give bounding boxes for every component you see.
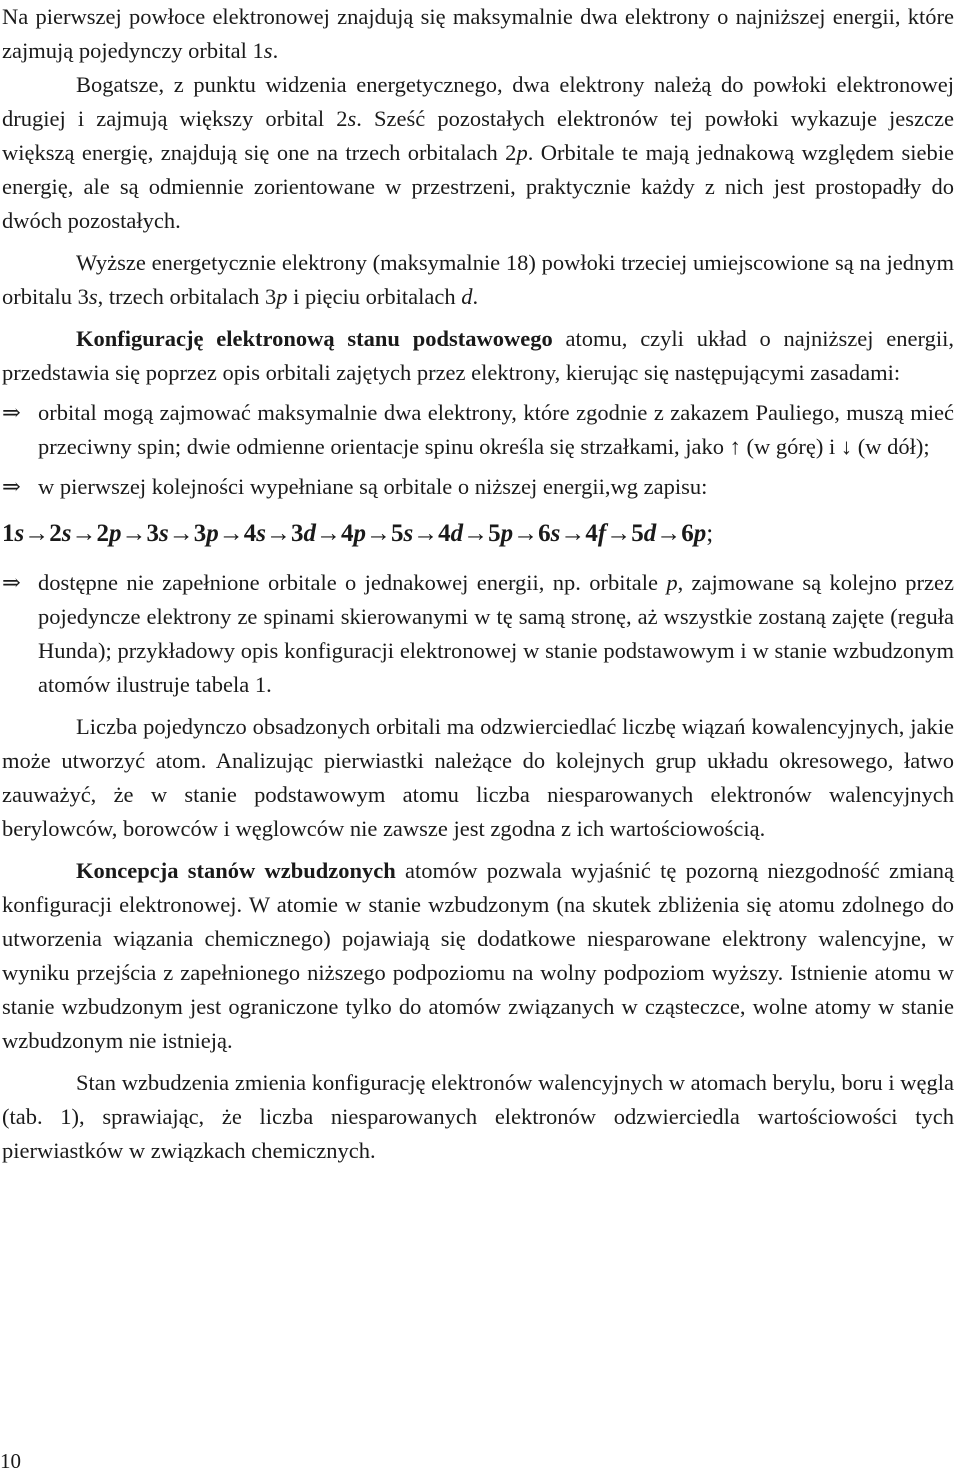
implies-arrow-icon: ⇒ [2,400,21,425]
sequence-arrow-icon: → [24,520,50,547]
paragraph-second-shell: Bogatsze, z punktu widzenia energetycznego, dwa elektrony należą do powłoki elektronowej drugiej i zajmują większy orbital 2s. Sześć pozostałych elektronów tej powłoki wykazuje jeszcze większą energię, znajdują się one na trzech orbitalach 2p. Orbitale te mają jednakową względem siebie energię, ale są odmiennie zorientowane w przestrzeni, praktycznie każdy z nich jest prostopadły do dwóch pozostałych. [2,72,954,233]
paragraph-excitation-summary: Stan wzbudzenia zmienia konfigurację elektronów walencyjnych w atomach berylu, boru i węgla (tab. 1), sprawiając, że liczba niesparowanych elektronów odzwierciedla wartościowości tych pierwiastków w związkach chemicznych. [2,1070,954,1163]
orbital-label: 2p [96,520,122,547]
sequence-arrow-icon: → [265,520,291,547]
orbital-label: 4d [438,520,464,547]
orbital-label: 5p [488,520,514,547]
rule-filling-order: ⇒ w pierwszej kolejności wypełniane są orbitale o niższej energii,wg zapisu: [2,470,954,504]
sequence-arrow-icon: → [513,520,539,547]
implies-arrow-icon: ⇒ [2,570,21,595]
term-ground-state: Konfigurację elektronową stanu podstawowego [76,326,553,351]
sequence-arrow-icon: → [365,520,391,547]
sequence-arrow-icon: → [463,520,489,547]
orbital-label: 3d [290,520,316,547]
paragraph-ground-state-configuration: Konfigurację elektronową stanu podstawowego atomu, czyli układ o najniższej energii, przedstawia się poprzez opis orbitali zajętych przez elektrony, kierując się następującymi zasadami: [2,326,954,385]
orbital-label: 6p [681,520,707,547]
sequence-arrow-icon: → [560,520,586,547]
term-excited-states: Koncepcja stanów wzbudzonych [76,858,396,883]
orbital-label: 3s [146,520,169,547]
orbital-label: 4f [585,520,607,547]
sequence-arrow-icon: → [606,520,632,547]
paragraph-excited-states: Koncepcja stanów wzbudzonych atomów pozwala wyjaśnić tę pozorną niezgodność zmianą konfiguracji elektronowej. W atomie w stanie wzbudzonym (na skutek zbliżenia się atomu zdolnego do utworzenia wiązania chemicznego) pojawiają się dodatkowe niesparowane elektrony walencyjne, w wyniku przejścia z zapełnionego niższego podpoziomu na wolny podpoziom wyższy. Istnienie atomu w stanie wzbudzonym jest ograniczone tylko do atomów związanych w cząsteczce, wolne atomy w stanie wzbudzonym nie istnieją. [2,858,954,1053]
text-column [2,0,954,1168]
orbital-label: 2s [49,520,72,547]
paragraph-covalent-bonds: Liczba pojedynczo obsadzonych orbitali ma odzwierciedlać liczbę wiązań kowalencyjnych, jakie może utworzyć atom. Analizując pierwiastki należące do kolejnych grup układu okresowego, łatwo zauważyć, że w stanie podstawowym atomu liczba niesparowanych elektronów walencyjnych berylowców, borowców i węglowców nie zawsze jest zgodna z ich wartościowością. [2,714,954,841]
sequence-arrow-icon: → [71,520,97,547]
sequence-arrow-icon: → [121,520,147,547]
sequence-arrow-icon: → [656,520,682,547]
orbital-label: 4s [243,520,266,547]
sequence-arrow-icon: → [315,520,341,547]
orbital-label: 4p [340,520,366,547]
orbital-label: 6s [538,520,561,547]
sequence-arrow-icon: → [218,520,244,547]
orbital-label: 5d [631,520,657,547]
orbital-label: 1s [2,520,25,547]
sequence-arrow-icon: → [413,520,439,547]
spin-up-arrow-icon: ↑ [729,434,741,459]
sequence-end: ; [706,520,714,547]
spin-down-arrow-icon: ↓ [840,434,853,459]
paragraph-third-shell: Wyższe energetycznie elektrony (maksymalnie 18) powłoki trzeciej umiejscowione są na jednym orbitalu 3s, trzech orbitalach 3p i pięciu orbitalach d. [2,250,954,309]
rule-hund: ⇒ dostępne nie zapełnione orbitale o jednakowej energii, np. orbitale p, zajmowane są kolejno przez pojedyncze elektrony ze spinami skierowanymi w tę samą stronę, aż wszystkie zostaną zajęte (reguła Hunda); przykładowy opis konfiguracji elektronowej w stanie podstawowym i w stanie wzbudzonym atomów ilustruje tabela 1. [2,566,954,702]
sequence-arrow-icon: → [168,520,194,547]
paragraph-first-shell: Na pierwszej powłoce elektronowej znajdują się maksymalnie dwa elektrony o najniższej energii, które zajmują pojedynczy orbital 1s. [2,4,954,63]
orbital-label: 5s [390,520,414,547]
orbital-label: 3p [193,520,219,547]
implies-arrow-icon: ⇒ [2,474,21,499]
orbital-filling-sequence [2,514,954,554]
rule-pauli: ⇒ orbital mogą zajmować maksymalnie dwa elektrony, które zgodnie z zakazem Pauliego, muszą mieć przeciwny spin; dwie odmienne orientacje spinu określa się strzałkami, jako ↑ (w górę) i ↓ (w dół); [2,396,954,464]
page-number: 10 [0,1449,21,1473]
